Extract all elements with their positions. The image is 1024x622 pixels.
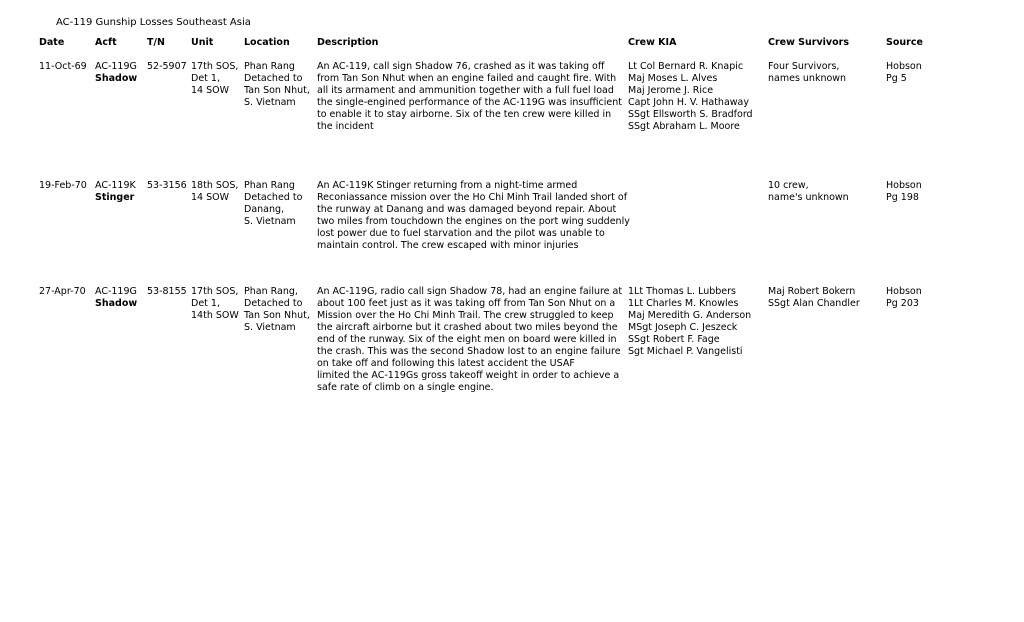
cell-date: 27-Apr-70 bbox=[39, 286, 86, 297]
cell-crew-kia: Lt Col Bernard R. Knapic Maj Moses L. Alves Maj Jerome J. Rice Capt John H. V. Hathaway SSgt Ellsworth S. Bradford SSgt Abraham L. Moore bbox=[628, 61, 753, 132]
document-title: AC-119 Gunship Losses Southeast Asia bbox=[56, 17, 251, 28]
cell-description: An AC-119G, radio call sign Shadow 78, had an engine failure at about 100 feet just as it was taking off from Tan Son Nhut on a Mission over the Ho Chi Minh Trail. The crew struggled to keep the aircraft airborne but it crashed about two miles beyond the end of the runway. Six of the eight men on board were killed in the crash. This was the second Shadow lost to an engine failure on take off and following this latest accident the USAF limited the AC-119Gs gross takeoff weight in order to achieve a safe rate of climb on a single engine. bbox=[317, 286, 623, 393]
cell-tn: 53-8155 bbox=[147, 286, 187, 297]
header-description: Description bbox=[317, 37, 379, 48]
header-date: Date bbox=[39, 37, 65, 48]
cell-crew-survivors: 10 crew, name's unknown bbox=[768, 180, 849, 203]
cell-crew-survivors: Maj Robert Bokern SSgt Alan Chandler bbox=[768, 286, 860, 309]
cell-crew-kia: 1Lt Thomas L. Lubbers 1Lt Charles M. Knowles Maj Meredith G. Anderson MSgt Joseph C. Jeszeck SSgt Robert F. Fage Sgt Michael P. Vangelisti bbox=[628, 286, 752, 357]
cell-date: 19-Feb-70 bbox=[39, 180, 87, 191]
cell-source: Hobson Pg 5 bbox=[886, 61, 922, 84]
cell-acft: AC-119G Shadow bbox=[95, 61, 138, 84]
cell-unit: 18th SOS, 14 SOW bbox=[191, 180, 239, 203]
cell-tn: 52-5907 bbox=[147, 61, 187, 72]
cell-tn: 53-3156 bbox=[147, 180, 187, 191]
header-crew-kia: Crew KIA bbox=[628, 37, 677, 48]
cell-location: Phan Rang Detached to Danang, S. Vietnam bbox=[244, 180, 303, 227]
cell-unit: 17th SOS, Det 1, 14 SOW bbox=[191, 61, 239, 96]
cell-location: Phan Rang, Detached to Tan Son Nhut, S. Vietnam bbox=[244, 286, 310, 333]
cell-acft: AC-119K Stinger bbox=[95, 180, 136, 203]
cell-description: An AC-119, call sign Shadow 76, crashed as it was taking off from Tan Son Nhut when an engine failed and caught fire. With all its armament and ammunition together with a full fuel load the single-engined performance of the AC-119G was insufficient to enable it to stay airborne. Six of the ten crew were killed in the incident bbox=[317, 61, 622, 132]
cell-unit: 17th SOS, Det 1, 14th SOW bbox=[191, 286, 239, 321]
header-location: Location bbox=[244, 37, 290, 48]
cell-date: 11-Oct-69 bbox=[39, 61, 87, 72]
header-source: Source bbox=[886, 37, 923, 48]
cell-source: Hobson Pg 198 bbox=[886, 180, 922, 203]
cell-crew-survivors: Four Survivors, names unknown bbox=[768, 61, 847, 84]
header-tn: T/N bbox=[147, 37, 165, 48]
header-acft: Acft bbox=[95, 37, 117, 48]
header-crew-survivors: Crew Survivors bbox=[768, 37, 849, 48]
cell-acft: AC-119G Shadow bbox=[95, 286, 138, 309]
header-unit: Unit bbox=[191, 37, 214, 48]
cell-description: An AC-119K Stinger returning from a night-time armed Reconiassance mission over the Ho Chi Minh Trail landed short of the runway at Danang and was damaged beyond repair. About two miles from touchdown the engines on the port wing suddenly lost power due to fuel starvation and the pilot was unable to maintain control. The crew escaped with minor injuries bbox=[317, 180, 630, 251]
cell-location: Phan Rang Detached to Tan Son Nhut, S. Vietnam bbox=[244, 61, 310, 108]
cell-source: Hobson Pg 203 bbox=[886, 286, 922, 309]
